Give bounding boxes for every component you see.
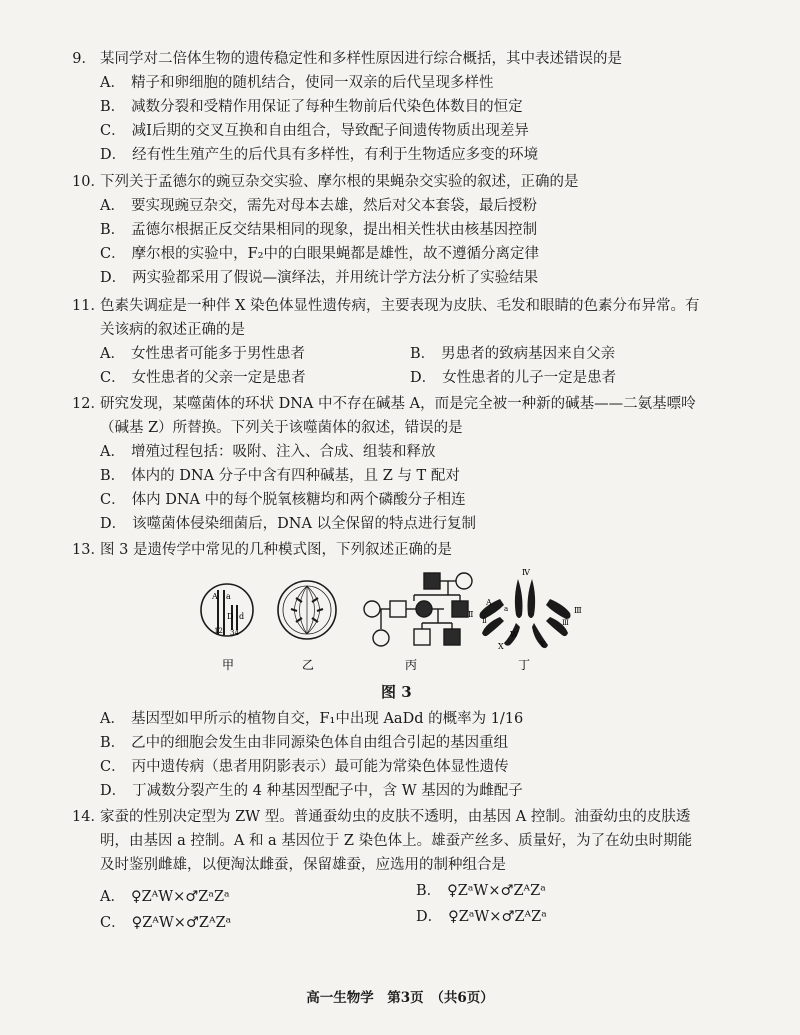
question-stem: 研究发现，某噬菌体的环状 DNA 中不存在碱基 A，而是完全被一种新的碱基——二氨基嘌呤（碱基 Z）所替换。下列关于该噬菌体的叙述，错误的是 [100, 396, 696, 436]
question-number: 14． [72, 809, 105, 825]
q12-option-c: C． 体内 DNA 中的每个脱氧核糖均和两个磷酸分子相连 [100, 492, 466, 508]
gene-label: d [239, 612, 245, 621]
figure-yi [278, 581, 336, 639]
q12-option-a: A． 增殖过程包括：吸附、注入、合成、组装和释放 [100, 444, 436, 460]
gene-label: a [504, 605, 509, 613]
q9-option-b: B． 减数分裂和受精作用保证了每种生物前后代染色体数目的恒定 [100, 99, 523, 115]
question-stem: 下列关于孟德尔的豌豆杂交实验、摩尔根的果蝇杂交实验的叙述，正确的是 [100, 174, 579, 190]
question-number: 11． [72, 298, 105, 314]
question-10 [72, 170, 700, 194]
chromosome-label: Ⅳ [522, 568, 530, 577]
q11-option-b: B． 男患者的致病基因来自父亲 [410, 346, 616, 362]
q14-option-a: A． ♀ZᴬW×♂ZᵃZᵃ [100, 889, 230, 905]
question-12 [72, 392, 700, 440]
q14-option-c: C． ♀ZᴬW×♂ZᴬZᵃ [100, 915, 232, 931]
q9-option-d: D． 经有性生殖产生的后代具有多样性，有利于生物适应多变的环境 [100, 147, 539, 163]
gene-label: D [227, 612, 234, 621]
question-11 [72, 294, 700, 342]
figure-bing-pedigree [364, 573, 472, 646]
chromosome-label: Ⅲ [574, 606, 582, 615]
q10-option-b: B． 孟德尔根据正反交结果相同的现象，提出相关性状由核基因控制 [100, 222, 538, 238]
page-footer: 高一生物学 第3页 （共6页） [306, 990, 494, 1006]
figure-caption: 图 3 [381, 683, 412, 701]
q13-option-a: A． 基因型如甲所示的植物自交，F₁中出现 AaDd 的概率为 1/16 [100, 711, 524, 727]
figure-label-jia: 甲 [222, 658, 235, 672]
q13-option-b: B． 乙中的细胞会发生由非同源染色体自由组合引起的基因重组 [100, 735, 509, 751]
gene-label: a [226, 592, 231, 601]
figure-jia [201, 584, 253, 637]
q13-option-c: C． 丙中遗传病（患者用阴影表示）最可能为常染色体显性遗传 [100, 759, 509, 775]
q11-option-a: A． 女性患者可能多于男性患者 [100, 346, 305, 362]
figure-label-ding: 丁 [518, 658, 531, 672]
question-stem: 色素失调症是一种伴 X 染色体显性遗传病，主要表现为皮肤、毛发和眼睛的色素分布异常。有关该病的叙述正确的是 [100, 298, 700, 338]
chromosome-label: Y [540, 640, 546, 649]
figure-ding [468, 568, 582, 651]
q9-option-c: C． 减Ⅰ后期的交叉互换和自由组合，导致配子间遗传物质出现差异 [100, 123, 529, 139]
chromosome-label: Ⅲ [562, 619, 569, 627]
gene-label: A [486, 598, 492, 607]
q9-option-a: A． 精子和卵细胞的随机结合，使同一双亲的后代呈现多样性 [100, 75, 494, 91]
question-stem: 家蚕的性别决定型为 ZW 型。普通蚕幼虫的皮肤不透明，由基因 A 控制。油蚕幼虫的皮肤透明，由基因 a 控制。A 和 a 基因位于 Z 染色体上。雄蚕产丝多、质量好，为了在幼虫时期能及时鉴别雌雄，以便淘汰雌蚕，保留雄蚕，应选用的制种组合是 [100, 809, 693, 873]
q11-option-d: D． 女性患者的儿子一定是患者 [410, 370, 617, 386]
question-number: 9． [72, 51, 96, 67]
question-stem: 某同学对二倍体生物的遗传稳定性和多样性原因进行综合概括，其中表述错误的是 [100, 51, 622, 67]
q10-option-a: A． 要实现豌豆杂交，需先对母本去雄，然后对父本套袋，最后授粉 [100, 198, 537, 214]
figure-label-yi: 乙 [302, 658, 315, 672]
chromosome-label: Ⅱ [468, 610, 474, 619]
chromosome-number: 12 [214, 627, 223, 635]
q13-option-d: D． 丁减数分裂产生的 4 种基因型配子中，含 W 基因的为雌配子 [100, 783, 523, 799]
question-stem: 图 3 是遗传学中常见的几种模式图，下列叙述正确的是 [100, 542, 452, 558]
question-9 [72, 47, 700, 71]
figure-3 [200, 565, 600, 680]
q10-option-c: C． 摩尔根的实验中，F₂中的白眼果蝇都是雄性，故不遵循分离定律 [100, 246, 539, 262]
chromosome-label: Ⅱ [482, 617, 487, 625]
chromosome-label: W [510, 630, 519, 639]
q10-option-d: D． 两实验都采用了假说—演绎法，并用统计学方法分析了实验结果 [100, 270, 539, 286]
q14-option-d: D． ♀ZᵃW×♂ZᴬZᵃ [416, 909, 547, 925]
chromosome-label: X [498, 642, 504, 651]
q11-option-c: C． 女性患者的父亲一定是患者 [100, 370, 306, 386]
figure-label-bing: 丙 [405, 658, 418, 672]
q14-option-b: B． ♀ZᵃW×♂ZᴬZᵃ [416, 883, 546, 899]
question-13 [72, 538, 700, 562]
q12-option-b: B． 体内的 DNA 分子中含有四种碱基，且 Z 与 T 配对 [100, 468, 460, 484]
chromosome-number: 34 [230, 629, 239, 637]
q12-option-d: D． 该噬菌体侵染细菌后，DNA 以全保留的特点进行复制 [100, 516, 477, 532]
question-number: 12． [72, 396, 105, 412]
question-number: 10． [72, 174, 105, 190]
gene-label: A [212, 592, 218, 601]
question-14 [72, 805, 700, 877]
question-number: 13． [72, 542, 105, 558]
